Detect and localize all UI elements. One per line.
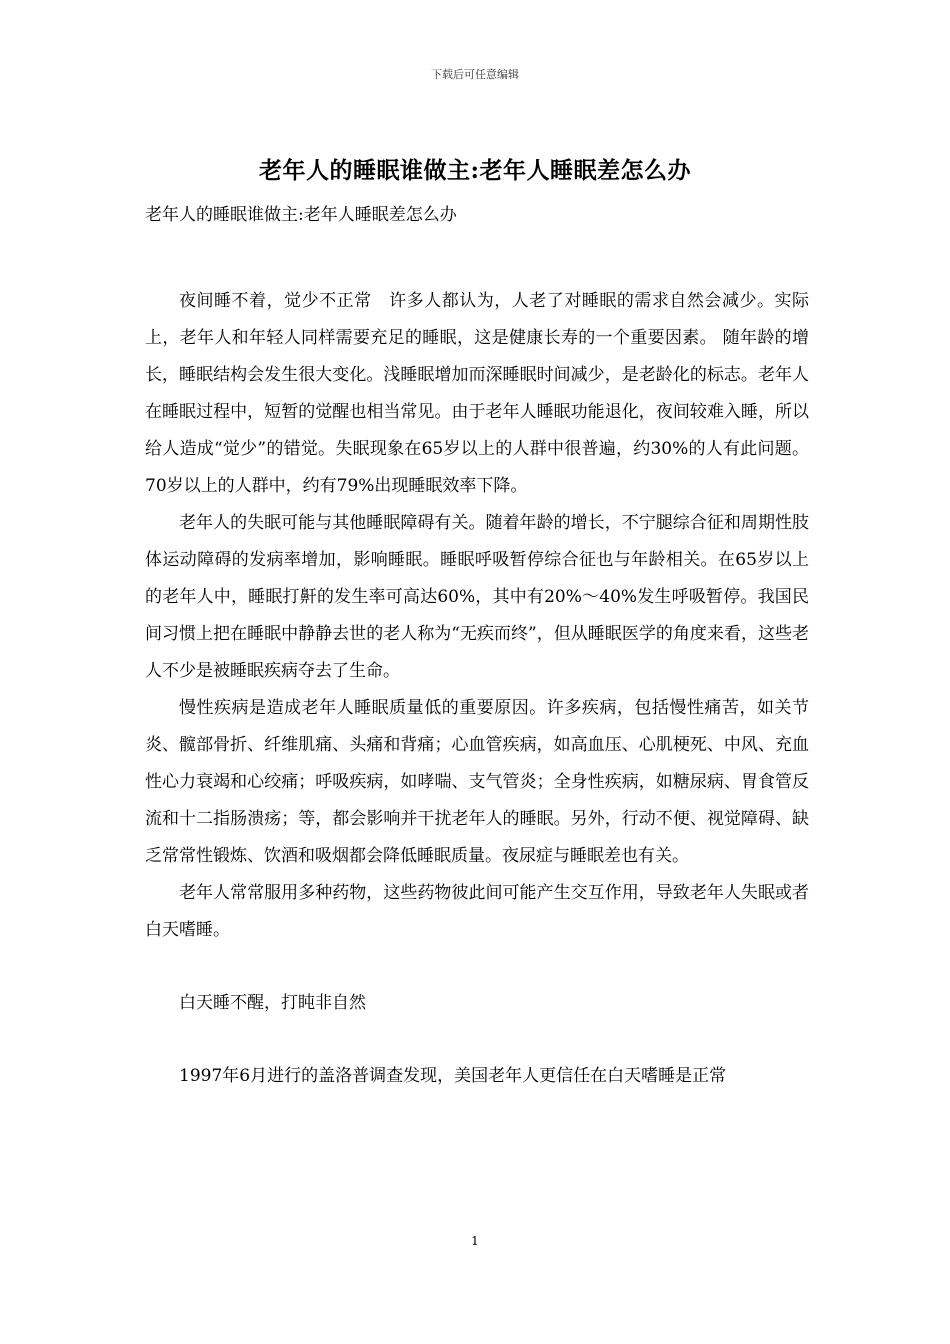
section-heading: 白天睡不醒，打盹非自然 (179, 993, 366, 1013)
spacer (145, 949, 809, 985)
spacer (145, 230, 809, 283)
spacer (145, 1022, 809, 1058)
document-body (145, 200, 809, 1095)
page-header: 下载后可任意编辑 (431, 68, 519, 81)
page-number: 1 (471, 1234, 479, 1248)
paragraph-2: 老年人的失眠可能与其他睡眠障碍有关。随着年龄的增长，不宁腿综合征和周期性肢体运动障碍的发病率增加，影响睡眠。睡眠呼吸暂停综合征也与年龄相关。在65岁以上的老年人中，睡眠打鼾的发生率可高达60%，其中有20%～40%发生呼吸暂停。我国民间习惯上把在睡眠中静静去世的老人称为“无疾而终”，但从睡眠医学的角度来看，这些老人不少是被睡眠疾病夺去了生命。 (145, 513, 809, 681)
paragraph-4: 老年人常常服用多种药物，这些药物彼此间可能产生交互作用，导致老年人失眠或者白天嗜睡。 (145, 883, 809, 940)
paragraph-5: 1997年6月进行的盖洛普调查发现，美国老年人更信任在白天嗜睡是正常 (179, 1066, 727, 1086)
paragraph-1: 夜间睡不着，觉少不正常 许多人都认为，人老了对睡眠的需求自然会减少。实际上，老年人和年轻人同样需要充足的睡眠，这是健康长寿的一个重要因素。 随年龄的增长，睡眠结构会发生很大变化。浅睡眠增加而深睡眠时间减少，是老龄化的标志。老年人在睡眠过程中，短暂的觉醒也相当常见。由于老年人睡眠功能退化，夜间较难入睡，所以给人造成“觉少”的错觉。失眠现象在65岁以上的人群中很普遍，约30%的人有此问题。70岁以上的人群中，约有79%出现睡眠效率下降。 (145, 291, 809, 496)
paragraph-3: 慢性疾病是造成老年人睡眠质量低的重要原因。许多疾病，包括慢性痛苦，如关节炎、髋部骨折、纤维肌痛、头痛和背痛；心血管疾病，如高血压、心肌梗死、中风、充血性心力衰竭和心绞痛；呼吸疾病，如哮喘、支气管炎；全身性疾病，如糖尿病、胃食管反流和十二指肠溃疡；等，都会影响并干扰老年人的睡眠。另外，行动不便、视觉障碍、缺乏常常性锻炼、饮酒和吸烟都会降低睡眠质量。夜尿症与睡眠差也有关。 (145, 698, 809, 866)
document-subtitle: 老年人的睡眠谁做主:老年人睡眠差怎么办 (145, 205, 457, 225)
document-title: 老年人的睡眠谁做主:老年人睡眠差怎么办 (259, 157, 691, 184)
